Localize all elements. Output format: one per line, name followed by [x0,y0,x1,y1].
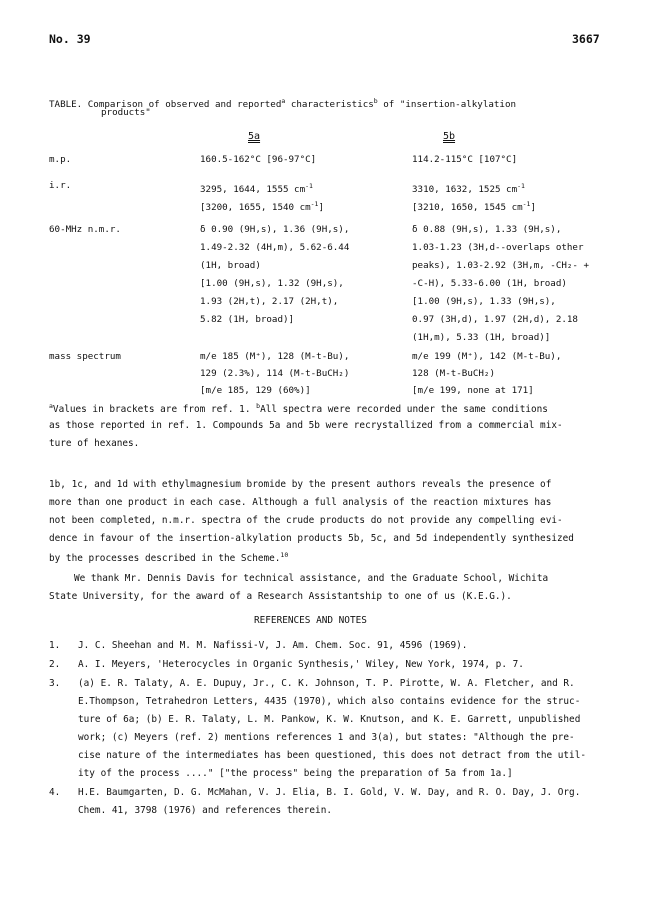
ir-5a-line-2: [3200, 1655, 1540 $cm^{-1}$] [200,200,325,214]
row-label-mp: m.p. [49,154,72,165]
ir-5a-line-1: 3295, 1644, 1555 $cm^{-1}$ [200,182,313,196]
ms-5b-line: 128 (M-t-BuCH₂) [412,368,495,379]
caption-text-1: Comparison of observed and reported [87,99,282,111]
reference-number: 3. [49,678,61,689]
reference-number: 4. [49,787,61,798]
reference-text: A. I. Meyers, 'Heterocycles in Organic Synthesis,' Wiley, New York, 1974, p. 7. [78,659,524,670]
row-label-nmr: 60-MHz n.m.r. [49,224,121,235]
caption-sup-a: a [281,97,286,105]
journal-issue: No. 39 [49,32,91,46]
reference-number: 1. [49,640,61,651]
nmr-5a-line: 1.49-2.32 (4H,m), 5.62-6.44 [200,242,350,253]
paragraph-line: dence in favour of the insertion-alkylation products 5b, 5c, and 5d independently synthesized [49,533,574,544]
reference-text: H.E. Baumgarten, D. G. McMahan, V. J. Elia, B. I. Gold, V. W. Day, and R. O. Day, J. Org. [78,787,581,798]
nmr-5a-line: [1.00 (9H,s), 1.32 (9H,s), [200,278,344,289]
reference-text: cise nature of the intermediates has been questioned, this does not detract from the util- [78,750,586,761]
caption-text-3: of "insertion-alkylation [377,99,517,111]
nmr-5b-line: peaks), 1.03-2.92 (3H,m, -CH₂- + [412,260,590,271]
paragraph-line: 1b, 1c, and 1d with ethylmagnesium bromide by the present authors reveals the presence of [49,479,552,490]
table-footnote-line-3: ture of hexanes. [49,438,140,449]
ir-5b-line-1: 3310, 1632, 1525 $cm^{-1}$ [412,182,525,196]
reference-text: ity of the process ...." ["the process" being the preparation of 5a from 1a.] [78,768,513,779]
table-footnote-line-2: as those reported in ref. 1. Compounds 5a and 5b were recrystallized from a commercial mix- [49,420,563,431]
nmr-5b-line: 1.03-1.23 (3H,d--overlaps other [412,242,584,253]
row-label-ir: i.r. [49,180,72,191]
references-heading: REFERENCES AND NOTES [254,615,367,626]
ms-5b-line: [m/e 199, none at 171] [412,385,534,396]
ms-5a-line: m/e 185 (M⁺), 128 (M-t-Bu), [200,351,350,362]
nmr-5a-line: 5.82 (1H, broad)] [200,314,295,325]
nmr-5b-line: (1H,m), 5.33 (1H, broad)] [412,332,551,343]
table-label: TABLE. [49,99,83,111]
caption-line-2: products" [101,107,151,118]
reference-text: work; (c) Meyers (ref. 2) mentions references 1 and 3(a), but states: "Although the pre- [78,732,575,743]
reference-number: 2. [49,659,61,670]
paragraph-line: not been completed, n.m.r. spectra of the crude products do not provide any compelling evi- [49,515,563,526]
nmr-5a-line: (1H, broad) [200,260,261,271]
caption-sup-b: b [373,97,378,105]
reference-text: J. C. Sheehan and M. M. Nafissi-V, J. Am. Chem. Soc. 91, 4596 (1969). [78,640,468,651]
nmr-5b-line: δ 0.88 (9H,s), 1.33 (9H,s), [412,224,562,235]
mp-5b: 114.2-115°C [107°C] [412,154,518,165]
ms-5b-line: m/e 199 (M⁺), 142 (M-t-Bu), [412,351,562,362]
paragraph-line: by the processes described in the Scheme.$^{10}$ [49,551,289,565]
caption-text-2: characteristics [285,99,374,111]
reference-text: Chem. 41, 3798 (1976) and references therein. [78,805,332,816]
page-number: 3667 [572,32,600,46]
nmr-5b-line: 0.97 (3H,d), 1.97 (2H,d), 2.18 [412,314,578,325]
column-header-5a: 5a [248,131,261,142]
nmr-5b-line: -C-H), 5.33-6.00 (1H, broad) [412,278,567,289]
ir-5b-line-2: [3210, 1650, 1545 $cm^{-1}$] [412,200,537,214]
row-label-ms: mass spectrum [49,351,121,362]
reference-text: (a) E. R. Talaty, A. E. Dupuy, Jr., C. K. Johnson, T. P. Pirotte, W. A. Fletcher, and R. [78,678,575,689]
column-header-5b: 5b [443,131,456,142]
ms-5a-line: [m/e 185, 129 (60%)] [200,385,311,396]
mp-5a: 160.5-162°C [96-97°C] [200,154,317,165]
nmr-5a-line: δ 0.90 (9H,s), 1.36 (9H,s), [200,224,350,235]
nmr-5a-line: 1.93 (2H,t), 2.17 (2H,t), [200,296,339,307]
nmr-5b-line: [1.00 (9H,s), 1.33 (9H,s), [412,296,556,307]
table-footnote-line-1: $^a$Values in brackets are from ref. 1. $^b$All spectra were recorded under the same conditions [49,402,548,416]
acknowledgement-line-1: We thank Mr. Dennis Davis for technical assistance, and the Graduate School, Wichita [74,573,549,584]
ms-5a-line: 129 (2.3%), 114 (M-t-BuCH₂) [200,368,350,379]
acknowledgement-line-2: State University, for the award of a Research Assistantship to one of us (K.E.G.). [49,591,512,602]
paragraph-line: more than one product in each case. Although a full analysis of the reaction mixtures has [49,497,552,508]
reference-text: E.Thompson, Tetrahedron Letters, 4435 (1970), which also contains evidence for the struc- [78,696,581,707]
reference-text: ture of 6a; (b) E. R. Talaty, L. M. Pankow, K. W. Knutson, and K. E. Garrett, unpublished [78,714,581,725]
reference-sup-10: 10 [280,551,289,559]
